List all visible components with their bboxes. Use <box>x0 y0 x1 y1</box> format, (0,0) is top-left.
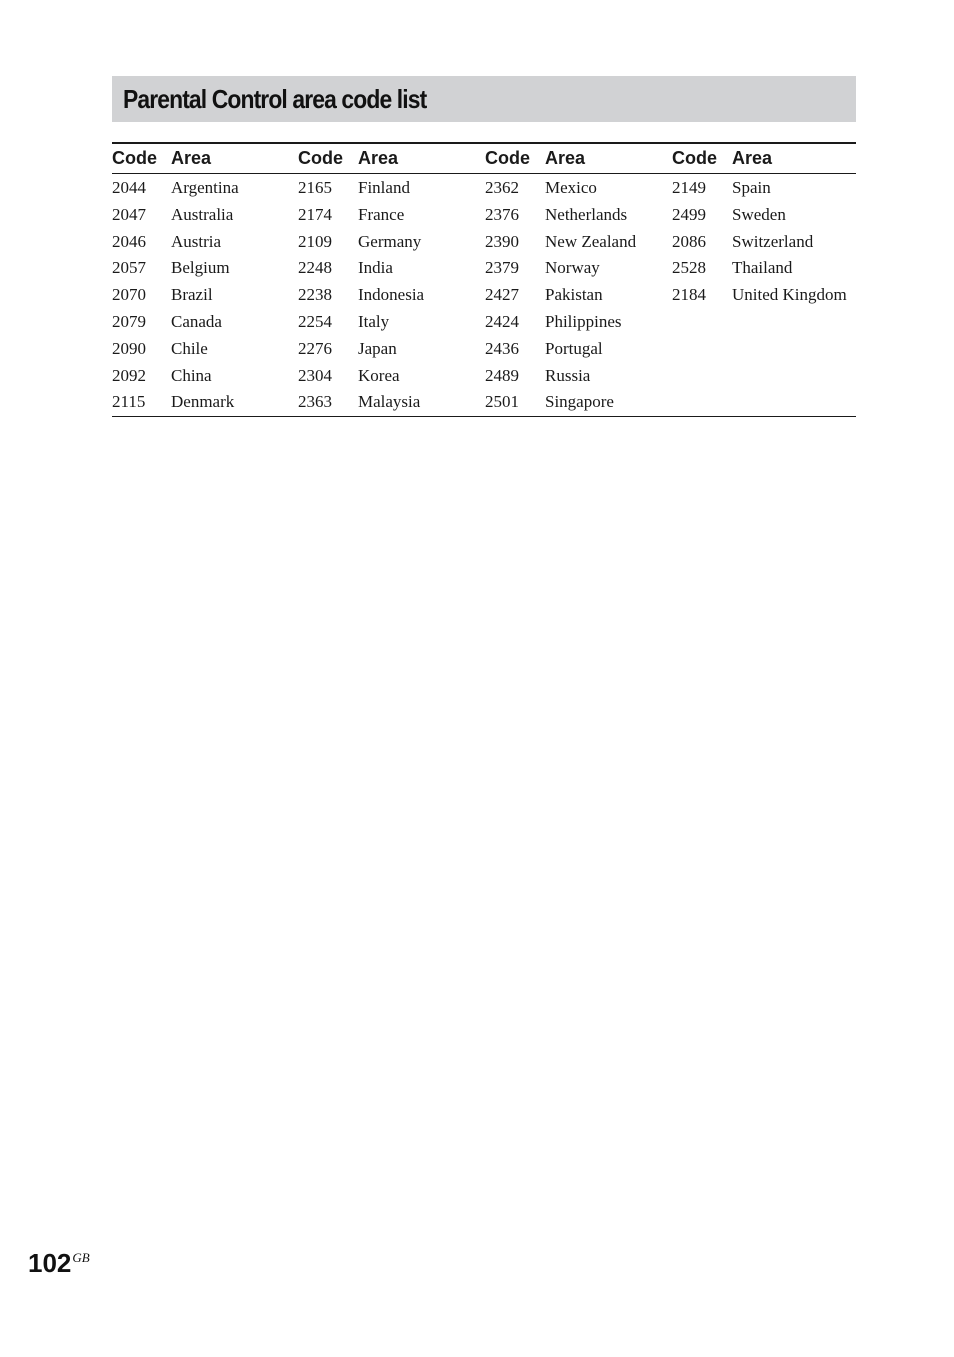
area-name-cell: Canada <box>171 311 222 331</box>
area-code-cell: 2165 <box>298 178 332 197</box>
area-name-cell: Argentina <box>171 178 239 197</box>
area-code-cell: 2248 <box>298 258 332 278</box>
area-name-cell: India <box>358 258 393 278</box>
area-code-cell: 2436 <box>485 338 519 358</box>
area-code-cell: 2276 <box>298 338 332 358</box>
column-header-code: Code <box>298 143 358 174</box>
title-bar <box>112 76 856 122</box>
area-code-cell: 2379 <box>485 258 519 278</box>
area-name-cell: Belgium <box>171 258 230 278</box>
area-name-cell: Netherlands <box>545 204 628 224</box>
area-name-cell: Chile <box>171 338 208 358</box>
table-row <box>112 174 856 202</box>
column-header-code: Code <box>672 143 732 174</box>
area-name-cell: Australia <box>171 204 234 224</box>
area-name-cell: Brazil <box>171 285 213 305</box>
table-row <box>112 309 856 336</box>
area-name-cell: France <box>358 204 405 224</box>
page-number <box>28 1248 90 1279</box>
table-header-row <box>112 143 856 174</box>
area-name-cell: Japan <box>358 338 397 358</box>
area-code-cell: 2174 <box>298 204 332 224</box>
area-name-cell: Russia <box>545 365 591 385</box>
area-code-cell: 2047 <box>112 204 146 224</box>
area-name-cell <box>732 336 856 363</box>
column-header-area: Area <box>358 143 485 174</box>
area-code-cell: 2254 <box>298 311 332 331</box>
area-code-cell <box>672 309 732 336</box>
area-code-table <box>112 142 856 417</box>
column-header-area: Area <box>171 143 298 174</box>
area-name-cell: Austria <box>171 231 222 251</box>
area-name-cell: Korea <box>358 365 400 385</box>
area-name-cell: Italy <box>358 311 390 331</box>
area-code-cell: 2044 <box>112 178 146 197</box>
area-name-cell: Switzerland <box>732 231 814 251</box>
area-code-cell: 2092 <box>112 365 146 385</box>
area-name-cell: Mexico <box>545 178 597 197</box>
area-name-cell: New Zealand <box>545 231 637 251</box>
area-name-cell: Norway <box>545 258 600 278</box>
area-code-cell: 2079 <box>112 311 146 331</box>
column-header-code: Code <box>112 143 171 174</box>
area-code-cell: 2528 <box>672 258 706 278</box>
area-name-cell: Spain <box>732 178 771 197</box>
area-code-cell: 2376 <box>485 204 519 224</box>
area-code-cell: 2304 <box>298 365 332 385</box>
area-code-cell: 2501 <box>485 392 519 412</box>
area-code-cell: 2149 <box>672 178 706 197</box>
column-header-area: Area <box>545 143 672 174</box>
page-number-value: 102 <box>28 1248 72 1278</box>
area-code-cell: 2390 <box>485 231 519 251</box>
page-number-suffix: GB <box>72 1250 90 1265</box>
table-row <box>112 202 856 229</box>
area-name-cell <box>732 309 856 336</box>
area-code-cell: 2184 <box>672 285 706 305</box>
area-code-cell: 2363 <box>298 392 332 412</box>
table-row <box>112 282 856 309</box>
column-header-code: Code <box>485 143 545 174</box>
area-name-cell: China <box>171 365 212 385</box>
area-code-cell: 2057 <box>112 258 146 278</box>
area-name-cell: Finland <box>358 178 410 197</box>
area-code-cell: 2362 <box>485 178 519 197</box>
area-name-cell: Indonesia <box>358 285 425 305</box>
area-code-cell: 2086 <box>672 231 706 251</box>
area-name-cell: Malaysia <box>358 392 421 412</box>
area-code-cell <box>672 389 732 416</box>
table-row <box>112 336 856 363</box>
area-name-cell: Philippines <box>545 311 622 331</box>
area-code-cell: 2489 <box>485 365 519 385</box>
area-code-cell: 2090 <box>112 338 146 358</box>
area-code-cell: 2427 <box>485 285 519 305</box>
area-code-cell: 2424 <box>485 311 519 331</box>
area-code-cell <box>672 336 732 363</box>
table-row <box>112 255 856 282</box>
area-name-cell: Sweden <box>732 204 786 224</box>
area-name-cell: Thailand <box>732 258 793 278</box>
area-name-cell <box>732 389 856 416</box>
area-code-cell <box>672 363 732 390</box>
area-code-cell: 2070 <box>112 285 146 305</box>
column-header-area: Area <box>732 143 856 174</box>
area-name-cell: Denmark <box>171 392 235 412</box>
area-code-cell: 2046 <box>112 231 146 251</box>
area-name-cell: Pakistan <box>545 285 603 305</box>
area-name-cell <box>732 363 856 390</box>
table-body <box>112 174 856 417</box>
area-name-cell: Germany <box>358 231 422 251</box>
area-code-cell: 2499 <box>672 204 706 224</box>
area-name-cell: Singapore <box>545 392 614 412</box>
area-code-cell: 2238 <box>298 285 332 305</box>
area-code-cell: 2109 <box>298 231 332 251</box>
table-row <box>112 229 856 256</box>
area-name-cell: United Kingdom <box>732 285 847 305</box>
page-title: Parental Control area code list <box>123 83 427 114</box>
area-name-cell: Portugal <box>545 338 603 358</box>
table-row <box>112 389 856 416</box>
area-code-cell: 2115 <box>112 392 146 412</box>
table-row <box>112 363 856 390</box>
